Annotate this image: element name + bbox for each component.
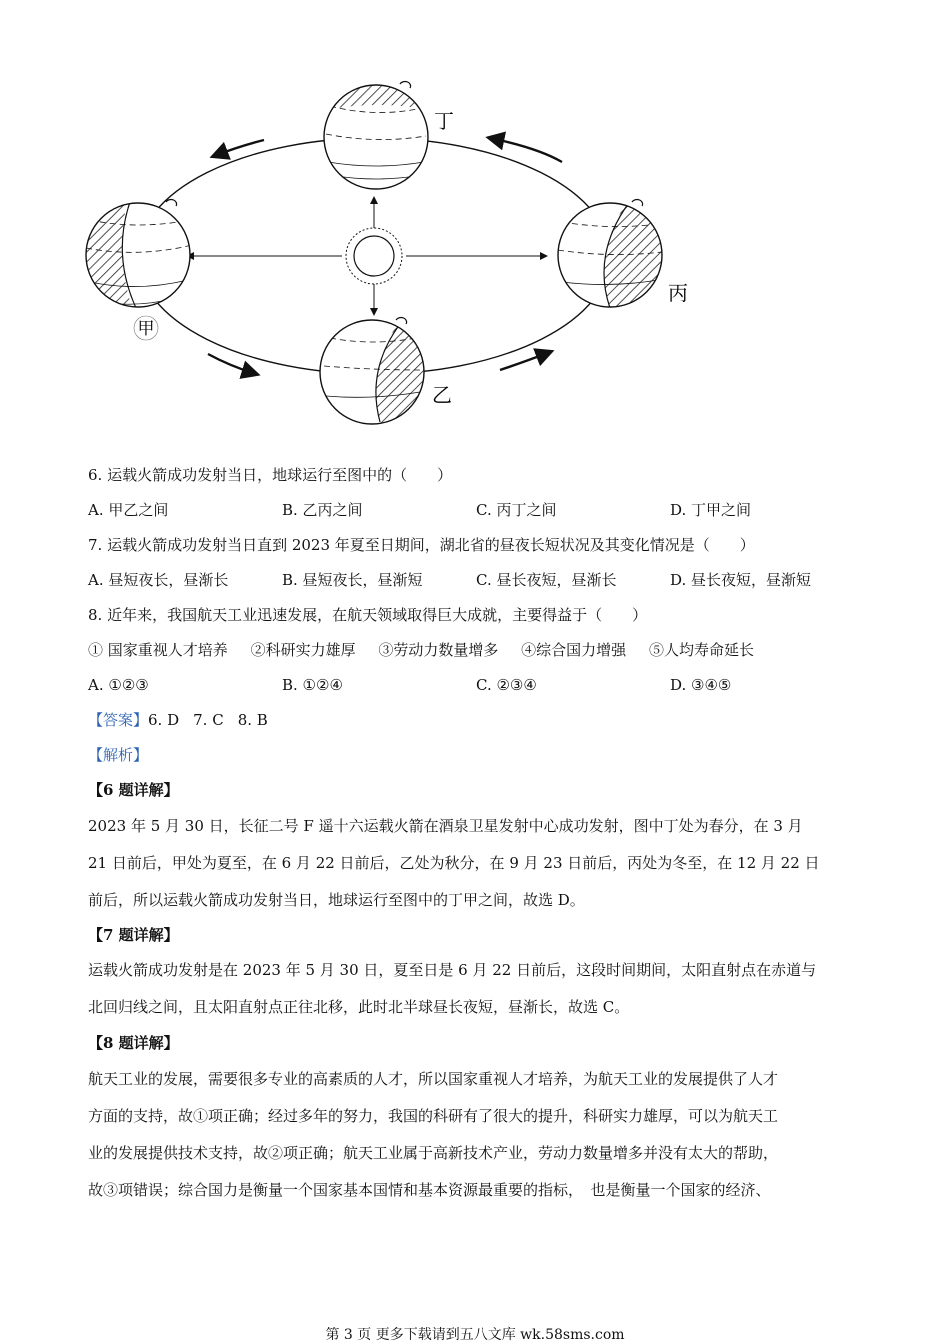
detail8-line-1: 航天工业的发展，需要很多专业的高素质的人才，所以国家重视人才培养，为航天工业的发展提供了人才 xyxy=(88,1070,779,1088)
earth-jia xyxy=(80,190,192,320)
q8-item-4: ④综合国力增强 xyxy=(521,641,627,659)
earth-bing xyxy=(558,200,670,310)
q8-item-5: ⑤人均寿命延长 xyxy=(648,641,754,659)
label-ding: 丁 xyxy=(434,109,454,133)
detail6-line-2: 21 日前后，甲处为夏至，在 6 月 22 日前后，乙处为秋分，在 9 月 23 日前后，丙处为冬至，在 12 月 22 日 xyxy=(88,854,820,872)
q7-option-d: D. 昼长夜短，昼渐短 xyxy=(670,571,812,589)
detail8-line-3: 业的发展提供技术支持，故②项正确；航天工业属于高新技术产业，劳动力数量增多并没有太大的帮助， xyxy=(88,1144,779,1162)
label-yi: 乙 xyxy=(432,383,452,407)
orbit-arrow-bottom-right xyxy=(500,352,550,370)
page-footer: 第 3 页 更多下载请到五八文库 wk.58sms.com xyxy=(325,1327,625,1343)
q8-option-a: A. ①②③ xyxy=(88,676,149,694)
q8-option-c: C. ②③④ xyxy=(476,676,537,694)
detail8-line-2: 方面的支持，故①项正确；经过多年的努力，我国的科研有了很大的提升，科研实力雄厚，可以为航天工 xyxy=(88,1107,779,1125)
q6-option-a: A. 甲乙之间 xyxy=(88,501,169,519)
orbit-arrow-top-right xyxy=(490,138,562,162)
q6-option-d: D. 丁甲之间 xyxy=(670,501,752,519)
detail8-line-4: 故③项错误；综合国力是衡量一个国家基本国情和基本资源最重要的指标， 也是衡量一个国家的经济、 xyxy=(88,1181,771,1199)
answer-line xyxy=(88,710,268,730)
earth-yi xyxy=(320,318,424,426)
answer-tag: 【答案】 xyxy=(88,711,149,729)
q6-option-b: B. 乙丙之间 xyxy=(282,501,363,519)
answer-7: 7. C xyxy=(193,711,224,729)
q8-item-1: ① 国家重视人才培养 xyxy=(88,641,228,659)
q7-option-a: A. 昼短夜长，昼渐长 xyxy=(88,571,229,589)
q6-stem: 6. 运载火箭成功发射当日，地球运行至图中的（ ） xyxy=(88,466,453,484)
orbit-arrow-bottom-left xyxy=(208,354,256,374)
detail7-title: 【7 题详解】 xyxy=(88,926,179,944)
q7-option-c: C. 昼长夜短，昼渐长 xyxy=(476,571,617,589)
q8-option-b: B. ①②④ xyxy=(282,676,343,694)
detail6-line-3: 前后，所以运载火箭成功发射当日，地球运行至图中的丁甲之间，故选 D。 xyxy=(88,891,585,909)
q8-stem: 8. 近年来，我国航天工业迅速发展，在航天领域取得巨大成就，主要得益于（ ） xyxy=(88,606,648,624)
detail7-line-1: 运载火箭成功发射是在 2023 年 5 月 30 日，夏至日是 6 月 22 日前后，这段时间期间，太阳直射点在赤道与 xyxy=(88,961,817,979)
detail6-title: 【6 题详解】 xyxy=(88,781,179,799)
sun-icon xyxy=(346,228,402,284)
earth-orbit-diagram xyxy=(80,70,700,440)
label-bing: 丙 xyxy=(668,281,688,305)
answer-6: 6. D xyxy=(148,711,180,729)
detail7-line-2: 北回归线之间，且太阳直射点正往北移，此时北半球昼长夜短，昼渐长，故选 C。 xyxy=(88,998,630,1016)
label-jia: 甲 xyxy=(137,319,155,339)
detail8-title: 【8 题详解】 xyxy=(88,1034,179,1052)
earth-ding xyxy=(324,82,428,189)
q8-option-d: D. ③④⑤ xyxy=(670,676,732,694)
answer-8: 8. B xyxy=(237,711,268,729)
analysis-tag: 【解析】 xyxy=(88,746,149,764)
q7-stem: 7. 运载火箭成功发射当日直到 2023 年夏至日期间，湖北省的昼夜长短状况及其变化情况是（ ） xyxy=(88,536,755,554)
q8-items xyxy=(88,640,754,660)
q7-option-b: B. 昼短夜长，昼渐短 xyxy=(282,571,423,589)
detail6-line-1: 2023 年 5 月 30 日，长征二号 F 遥十六运载火箭在酒泉卫星发射中心成功发射，图中丁处为春分，在 3 月 xyxy=(88,817,803,835)
q6-option-c: C. 丙丁之间 xyxy=(476,501,557,519)
q8-item-2: ②科研实力雄厚 xyxy=(250,641,356,659)
q8-item-3: ③劳动力数量增多 xyxy=(378,641,499,659)
